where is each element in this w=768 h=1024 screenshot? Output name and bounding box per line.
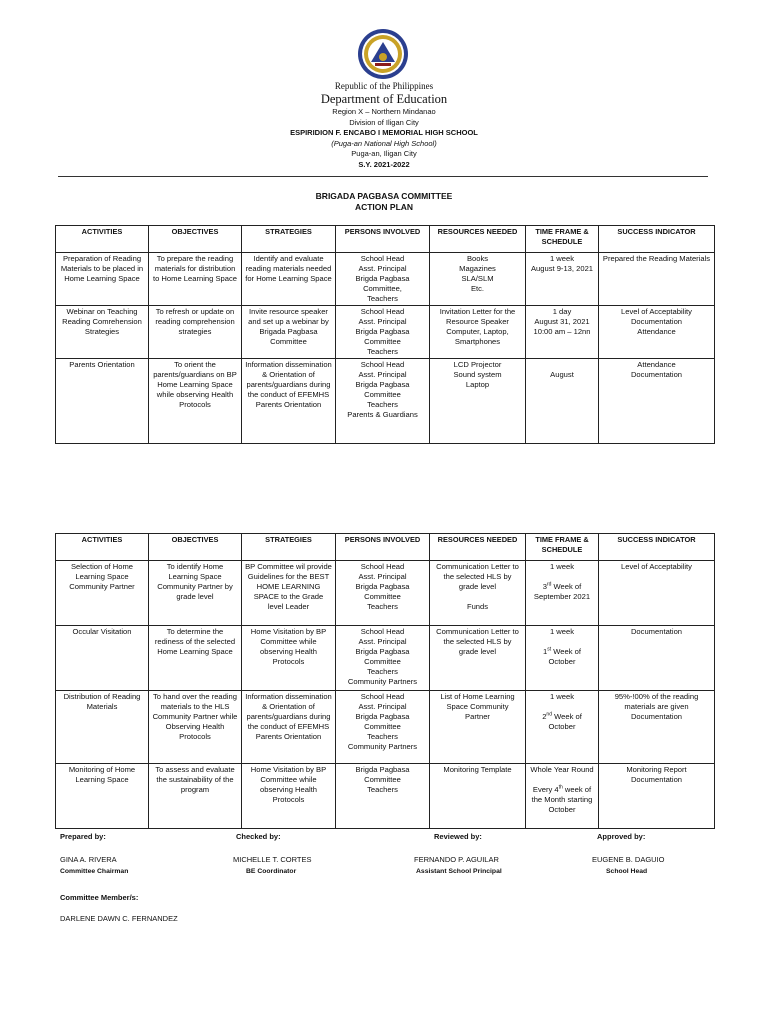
column-header-resources-needed: RESOURCES NEEDED	[430, 534, 526, 561]
cell-success-indicator: Attendance Documentation	[599, 359, 715, 444]
table-row	[56, 626, 715, 691]
column-header-success-indicator: SUCCESS INDICATOR	[599, 534, 715, 561]
action-plan-table-2	[55, 533, 715, 829]
table-row	[56, 306, 715, 359]
column-header-activities: ACTIVITIES	[56, 534, 149, 561]
department-line: Department of Education	[320, 92, 448, 106]
table-header-row	[56, 226, 715, 253]
cell-persons-involved: School Head Asst. Principal Brigda Pagbasa Committee Teachers	[336, 561, 430, 626]
approved-title: School Head	[606, 868, 648, 875]
cell-activities: Preparation of Reading Materials to be placed in Home Learning Space	[56, 253, 149, 306]
division-line: Division of Iligan City	[349, 117, 419, 127]
cell-time-frame: Whole Year Round Every 4th week of the Month starting October	[526, 764, 599, 829]
reviewed-label: Reviewed by:	[434, 832, 482, 841]
cell-time-frame: 1 week 1st Week of October	[526, 626, 599, 691]
cell-resources-needed: Books Magazines SLA/SLM Etc.	[430, 253, 526, 306]
prepared-title: Committee Chairman	[60, 868, 129, 875]
cell-strategies: Home Visitation by BP Committee while observing Health Protocols	[242, 764, 336, 829]
cell-objectives: To orient the parents/guardians on BP Home Learning Space while observing Health Protocols	[149, 359, 242, 444]
cell-success-indicator: Prepared the Reading Materials	[599, 253, 715, 306]
approved-label: Approved by:	[597, 832, 646, 841]
cell-strategies: Identify and evaluate reading materials needed for Home Learning Space	[242, 253, 336, 306]
prepared-label: Prepared by:	[60, 832, 106, 841]
table-row	[56, 691, 715, 764]
cell-objectives: To determine the rediness of the selected Home Learning Space	[149, 626, 242, 691]
cell-strategies: Information dissemination & Orientation of parents/guardians during the conduct of EFEMHS Parents Orientation	[242, 691, 336, 764]
members-label: Committee Member/s:	[60, 893, 139, 902]
cell-activities: Distribution of Reading Materials	[56, 691, 149, 764]
school-name: ESPIRIDION F. ENCABO I MEMORIAL HIGH SCHOOL	[290, 128, 478, 137]
cell-resources-needed: Monitoring Template	[430, 764, 526, 829]
column-header-persons-involved: PERSONS INVOLVED	[336, 226, 430, 253]
cell-success-indicator: Documentation	[599, 626, 715, 691]
cell-objectives: To hand over the reading materials to the HLS Community Partner while Observing Health Protocols	[149, 691, 242, 764]
checked-label: Checked by:	[236, 832, 281, 841]
table-row	[56, 561, 715, 626]
column-header-strategies: STRATEGIES	[242, 226, 336, 253]
cell-persons-involved: School Head Asst. Principal Brigda Pagbasa Committee Teachers Parents & Guardians	[336, 359, 430, 444]
prepared-name: GINA A. RIVERA	[60, 855, 117, 864]
column-header-resources-needed: RESOURCES NEEDED	[430, 226, 526, 253]
column-header-objectives: OBJECTIVES	[149, 226, 242, 253]
cell-time-frame: 1 week 2nd Week of October	[526, 691, 599, 764]
table-row	[56, 359, 715, 444]
table-row	[56, 764, 715, 829]
cell-resources-needed: Communication Letter to the selected HLS by grade level	[430, 626, 526, 691]
cell-resources-needed: Communication Letter to the selected HLS by grade level Funds	[430, 561, 526, 626]
cell-objectives: To identify Home Learning Space Community Partner by grade level	[149, 561, 242, 626]
letterhead	[0, 80, 768, 170]
column-header-time-frame: TIME FRAME & SCHEDULE	[526, 226, 599, 253]
school-year: S.Y. 2021-2022	[358, 159, 410, 169]
former-name: (Puga-an National High School)	[331, 138, 437, 148]
cell-activities: Parents Orientation	[56, 359, 149, 444]
cell-persons-involved: School Head Asst. Principal Brigda Pagbasa Committee Teachers Community Partners	[336, 691, 430, 764]
cell-strategies: Invite resource speaker and set up a webinar by Brigada Pagbasa Committee	[242, 306, 336, 359]
republic-line: Republic of the Philippines	[334, 81, 434, 91]
table-row	[56, 253, 715, 306]
cell-activities: Selection of Home Learning Space Community Partner	[56, 561, 149, 626]
cell-success-indicator: 95%-!00% of the reading materials are given Documentation	[599, 691, 715, 764]
reviewed-name: FERNANDO P. AGUILAR	[414, 855, 499, 864]
cell-objectives: To assess and evaluate the sustainability of the program	[149, 764, 242, 829]
cell-resources-needed: LCD Projector Sound system Laptop	[430, 359, 526, 444]
plan-title: ACTION PLAN	[354, 202, 414, 212]
cell-objectives: To prepare the reading materials for distribution to Home Learning Space	[149, 253, 242, 306]
member-name: DARLENE DAWN C. FERNANDEZ	[60, 914, 178, 923]
cell-persons-involved: School Head Asst. Principal Brigda Pagbasa Committee Teachers Community Partners	[336, 626, 430, 691]
table-header-row	[56, 534, 715, 561]
cell-activities: Occular Visitation	[56, 626, 149, 691]
region-line: Region X – Northern Mindanao	[332, 107, 436, 116]
cell-strategies: Home Visitation by BP Committee while observing Health Protocols	[242, 626, 336, 691]
cell-time-frame: 1 week August 9-13, 2021	[526, 253, 599, 306]
approved-name: EUGENE B. DAGUIO	[592, 855, 665, 864]
column-header-persons-involved: PERSONS INVOLVED	[336, 534, 430, 561]
cell-resources-needed: Invitation Letter for the Resource Speaker Computer, Laptop, Smartphones	[430, 306, 526, 359]
cell-persons-involved: School Head Asst. Principal Brigda Pagbasa Committee Teachers	[336, 306, 430, 359]
cell-strategies: BP Committee wil provide Guidelines for the BEST HOME LEARNING SPACE to the Grade level Leader	[242, 561, 336, 626]
checked-title: BE Coordinator	[246, 868, 297, 875]
cell-persons-involved: School Head Asst. Principal Brigda Pagbasa Committee, Teachers	[336, 253, 430, 306]
action-plan-table-1	[55, 225, 715, 444]
checked-name: MICHELLE T. CORTES	[233, 855, 312, 864]
cell-time-frame: 1 day August 31, 2021 10:00 am – 12nn	[526, 306, 599, 359]
column-header-success-indicator: SUCCESS INDICATOR	[599, 226, 715, 253]
deped-seal-icon	[357, 28, 409, 80]
cell-success-indicator: Level of Acceptability	[599, 561, 715, 626]
cell-objectives: To refresh or update on reading comprehension strategies	[149, 306, 242, 359]
header-rule	[58, 176, 708, 177]
cell-activities: Webinar on Teaching Reading Comrehension Strategies	[56, 306, 149, 359]
cell-persons-involved: Brigda Pagbasa Committee Teachers	[336, 764, 430, 829]
cell-activities: Monitoring of Home Learning Space	[56, 764, 149, 829]
cell-time-frame: 1 week 3rd Week of September 2021	[526, 561, 599, 626]
column-header-time-frame: TIME FRAME & SCHEDULE	[526, 534, 599, 561]
cell-time-frame: August	[526, 359, 599, 444]
committee-title: BRIGADA PAGBASA COMMITTEE	[315, 191, 453, 201]
column-header-strategies: STRATEGIES	[242, 534, 336, 561]
column-header-objectives: OBJECTIVES	[149, 534, 242, 561]
column-header-activities: ACTIVITIES	[56, 226, 149, 253]
address-line: Puga-an, Iligan City	[351, 149, 417, 158]
reviewed-title: Assistant School Principal	[416, 868, 502, 875]
cell-success-indicator: Level of Acceptability Documentation Attendance	[599, 306, 715, 359]
cell-success-indicator: Monitoring Report Documentation	[599, 764, 715, 829]
cell-strategies: Information dissemination & Orientation of parents/guardians during the conduct of EFEMHS Parents Orientation	[242, 359, 336, 444]
cell-resources-needed: List of Home Learning Space Community Partner	[430, 691, 526, 764]
